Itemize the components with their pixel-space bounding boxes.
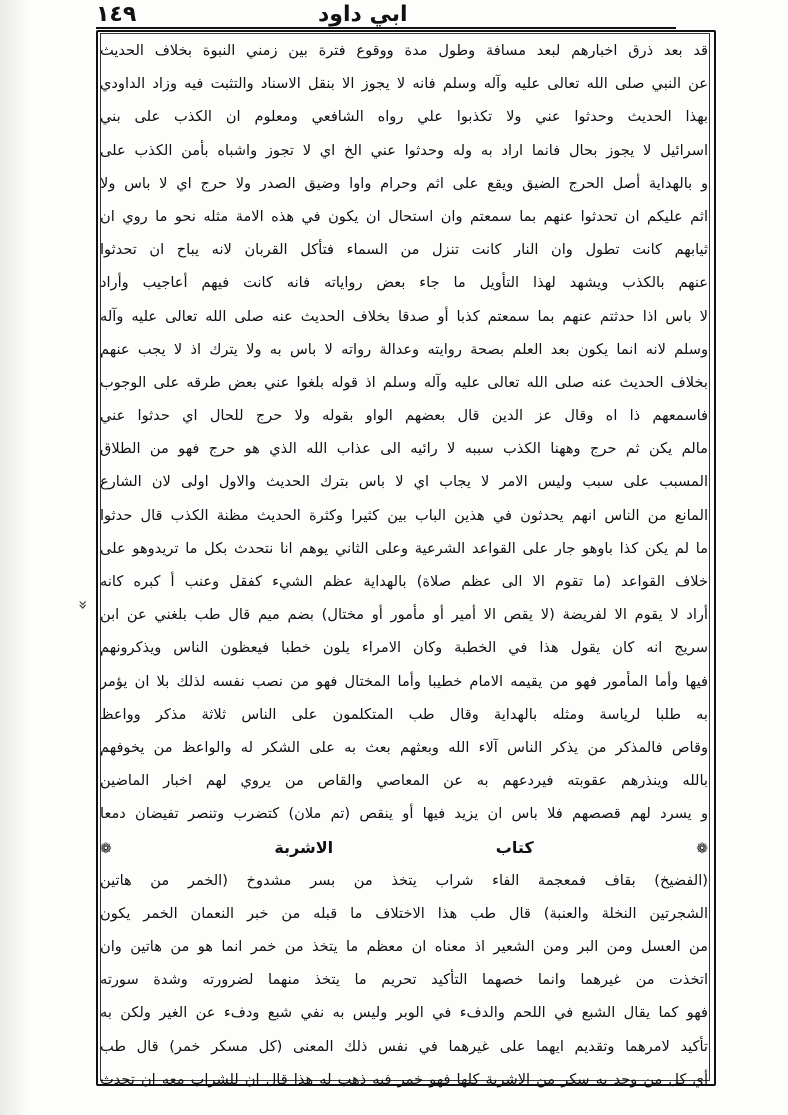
text-line: بخلاف الحديث عنه صلى الله تعالى عليه وآله وسلم اذ قوله بلغوا عني بعض طرقه على الوجوب xyxy=(100,373,708,391)
text-line: و يسرد لهم قصصهم فلا باس ان يزيد فيها أو ينقص (تم ملان) كتضرب وتنصر تفيضان دمعا xyxy=(100,805,708,823)
text-line: اثم عليكم ان تحدثوا عنهم بما سمعتم وان استحال ان يكون في هذه الامة مثله نحو ما روي ان xyxy=(100,207,708,225)
text-line: لا باس اذا حدثتم عنهم بما سمعتم كذبا أو صدقا بخلاف الحديث عنه صلى الله تعالى عليه وآله xyxy=(100,307,708,325)
text-line: اسرائيل لا يجوز بحال فانما اراد به وله وحدثوا عني الخ اي لا تجوز واشباه بأمن الكذب على xyxy=(100,141,708,159)
header-rule xyxy=(96,27,676,29)
flourish-ornament-icon: ❁ xyxy=(100,840,112,857)
text-line: قد بعد ذرق اخبارهم لبعد مسافة وطول مدة ووقوع فترة بين زمني النبوة بخلاف الحديث xyxy=(100,42,708,59)
text-line: تأكيد لامرهما وتقديم ايهما على غيرهما في نفس ذلك المعنى (كل مسكر خمر) قال طب xyxy=(100,1037,708,1055)
text-line: وقاص فالمذكر من يذكر الناس آلاء الله وبعثهم بعث به على الشكر له والواعظ من يخوفهم xyxy=(100,738,708,756)
running-title: ابي داود xyxy=(318,2,408,27)
text-line: فهو كما يقال الشبع في اللحم والدفء في الوبر وليس به نفي شبع ودفء عن الغير ولكن به xyxy=(100,1004,708,1022)
binding-shadow xyxy=(0,0,30,1115)
chapter-heading xyxy=(100,831,708,864)
text-line: ثيابهم كانت تطول وان النار كانت تنزل من السماء فتأكل القربان لانه يباح ان تحدثوا xyxy=(100,241,708,259)
text-line: (الفضيخ) بقاف فمعجمة الفاء شراب يتخذ من بسر مشدوخ (الخمر من هاتين xyxy=(100,871,708,889)
text-line: اتخذت من غيرهما وانما خصهما التأكيد تحريم ما يتخذ منهما لضرورته وشدة سورته xyxy=(100,971,708,989)
text-line: فيها وأما المأمور فهو من يقيمه الامام خطيبا وأما المختال فهو من نصب نفسه لذلك بلا ان يؤمر xyxy=(100,672,708,690)
text-line: ما لم يكن كذا باوهو جار على القواعد الشرعية وعلى الثاني يوهم انا نتحدث بكل ما تريدوهو على xyxy=(100,539,708,557)
text-line: به طلبا لرياسة ومثله بالهداية وقال طب المتكلمون على الناس ثلاثة مذكر وواعظ xyxy=(100,705,708,723)
text-line: أراد لا يقوم الا لفريضة (لا يقص الا أمير أو مأمور أو مختال) بضم ميم قال طب بلغني عن ابن xyxy=(100,606,708,624)
page-number: ١٤٩ xyxy=(96,2,137,27)
text-line: المسبب على سبب وليس الامر لا يجاب اي لا باس بترك الحديث والاول اولى لان الشارع xyxy=(100,473,708,491)
text-line: عنهم بالكذب ويشهد لهذا التأويل ما جاء بعض رواياته فانه كانت فيهم أعاجيب وأراد xyxy=(100,274,708,292)
margin-mark: « xyxy=(74,600,93,610)
text-line: بالله وينذرهم عقوبته فيردعهم به عن المعاصي والقاص من يروي لهم اخبار الماضين xyxy=(100,772,708,790)
text-line: و بالهداية أصل الحرج الضيق ويقع على اثم وحرام واوا وضيق الصدر ولا حرج اي لا باس ولا xyxy=(100,174,708,192)
text-body xyxy=(100,34,708,1096)
text-line: وسلم لانه انما يكون بعد العلم بصحة روايته وعدالة رواته لا باس به ولا يترك اذ لا يجب عنهم xyxy=(100,340,708,358)
text-line: خلاف القواعد (ما تقوم الا الى عظم صلاة) بالهداية عظم الشيء كفقل وعنب أ كبره كانه xyxy=(100,573,708,590)
text-line: سريج انه كان يقول هذا في الخطبة وكان الامراء يلون خطبا فيعظون الناس ويذكرونهم xyxy=(100,639,708,657)
text-line: مالم يكن ثم حرج وههنا الكذب سببه لا رائيه الى عذاب الله الذي هو حرج فهو من الطلاق xyxy=(100,440,708,458)
text-line: بهذا الحديث وحدثوا عني ولا تكذبوا علي رواه الشافعي ومعلوم ان الكذب على بني xyxy=(100,108,708,126)
text-line: فاسمعهم ذا اه وقال عز الدين قال بعضهم الواو بقوله ولا حرج للحال اي حدثوا عني xyxy=(100,407,708,425)
text-line: من العسل ومن البر ومن الشعير اذ معناه ان معظم ما يتخذ من خمر انما هو من هاتين وان xyxy=(100,938,708,956)
chapter-heading-text: كتاب الاشربة xyxy=(274,837,534,857)
text-line: الشجرتين النخلة والعنبة) قال طب هذا الاختلاف ما قبله من خبر النعمان الخمر يكون xyxy=(100,904,708,922)
text-line: عن النبي صلى الله تعالى عليه وآله وسلم فانه لا يجوز الا بنقل الاسناد والتثبت فيه وزاد الداودي xyxy=(100,75,708,93)
text-line: المانع من الناس انهم يحدثون في هذين الباب بين كثيرا وكثرة الحديث مظنة الكذب قال حدثوا xyxy=(100,506,708,524)
flourish-ornament-icon: ❁ xyxy=(696,840,709,857)
text-line: أي كل من وجد به سكر من الاشربة كلها فهو خمر فيه ذهب له هذا قال ان للشراب معه ان تحدث xyxy=(100,1070,708,1088)
